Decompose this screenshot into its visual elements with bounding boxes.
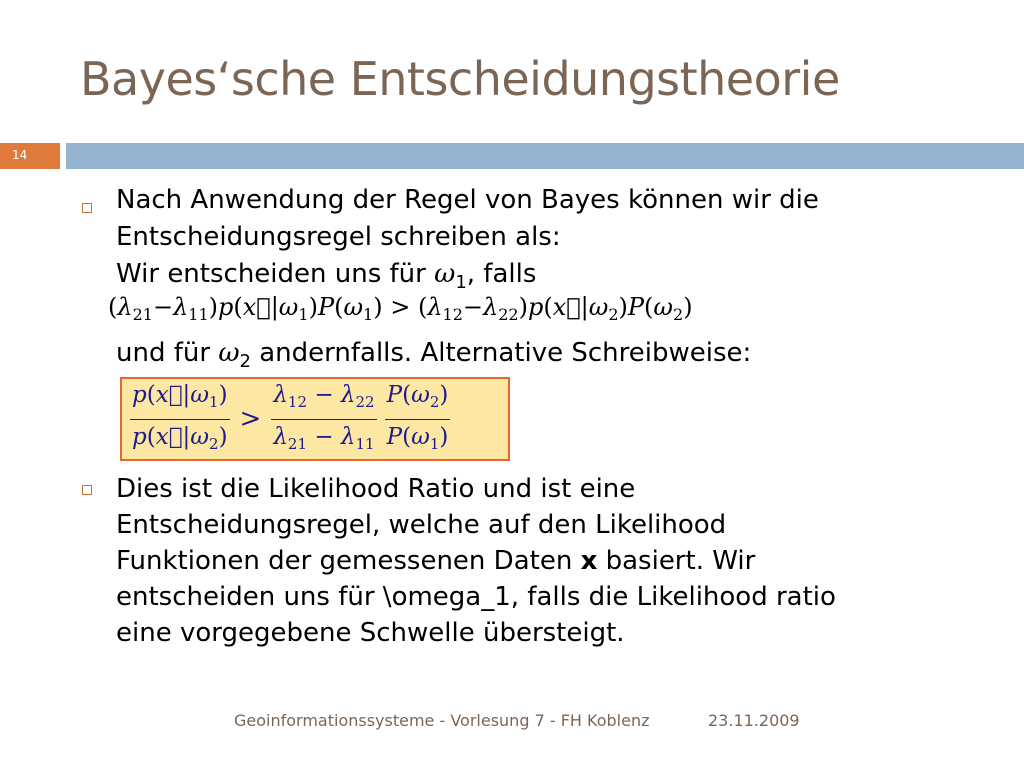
bullet1-line4-prefix: und für <box>116 338 219 368</box>
footer-course-info: Geoinformationssysteme - Vorlesung 7 - FH Koblenz <box>234 711 650 730</box>
bold-x: x <box>580 546 598 576</box>
slide-number: 14 <box>12 148 28 162</box>
slide-number-badge <box>0 143 60 169</box>
slide-title: Bayes‘sche Entscheidungstheorie <box>80 52 840 106</box>
hollow-square-bullet-icon <box>82 485 92 495</box>
footer-date: 23.11.2009 <box>708 711 800 730</box>
bullet2-line2: Entscheidungsregel, welche auf den Likelihood <box>116 510 727 540</box>
prior-fraction <box>385 380 451 459</box>
omega-symbol: ω <box>434 259 456 289</box>
bullet1-line3-suffix: , falls <box>466 259 537 289</box>
hollow-square-bullet-icon <box>82 203 92 213</box>
fraction-denominator: $P(\omega_1)$ <box>386 423 449 453</box>
fraction-numerator: $P(\omega_2)$ <box>386 381 449 411</box>
omega-symbol: ω <box>218 338 240 368</box>
likelihood-ratio-formula-box <box>120 377 510 461</box>
fraction-denominator: $p(x⃗|\omega_2)$ <box>132 423 228 453</box>
fraction-numerator: $p(x⃗|\omega_1)$ <box>132 381 228 411</box>
relation-symbol: > <box>239 404 262 434</box>
fraction-numerator: $\lambda_{12} - \lambda_{22}$ <box>273 381 375 411</box>
bullet2-line3-prefix: Funktionen der gemessenen Daten <box>116 546 581 576</box>
bullet2-line3-suffix: basiert. Wir <box>597 546 756 576</box>
bullet1-line2: Entscheidungsregel schreiben als: <box>116 222 561 252</box>
bullet2-line5: eine vorgegebene Schwelle übersteigt. <box>116 618 625 648</box>
bullet1-line4 <box>116 336 751 379</box>
bullet1-line3-prefix: Wir entscheiden uns für <box>116 259 435 289</box>
decision-rule-formula: $(\lambda_{21}-\lambda_{11})p(x⃗|\omega_1)P(\omega_1)$ > $(\lambda_{12}-\lambda_{22})p(x⃗|\omega_2)P(\omega_2)$ <box>108 293 693 324</box>
fraction-denominator: $\lambda_{21} - \lambda_{11}$ <box>273 423 375 453</box>
header-divider-bar <box>66 143 1024 169</box>
bullet2-line3 <box>116 544 755 579</box>
omega-subscript: 1 <box>455 272 467 293</box>
cost-fraction <box>271 380 376 459</box>
bullet2-line4: entscheiden uns für \omega_1, falls die Likelihood ratio <box>116 582 836 612</box>
likelihood-ratio-fraction <box>130 380 230 459</box>
omega-subscript: 2 <box>239 351 251 372</box>
bullet2-line1: Dies ist die Likelihood Ratio und ist eine <box>116 474 636 504</box>
bullet1-line1: Nach Anwendung der Regel von Bayes können wir die <box>116 185 819 215</box>
bullet1-line4-suffix: andernfalls. Alternative Schreibweise: <box>250 338 752 368</box>
